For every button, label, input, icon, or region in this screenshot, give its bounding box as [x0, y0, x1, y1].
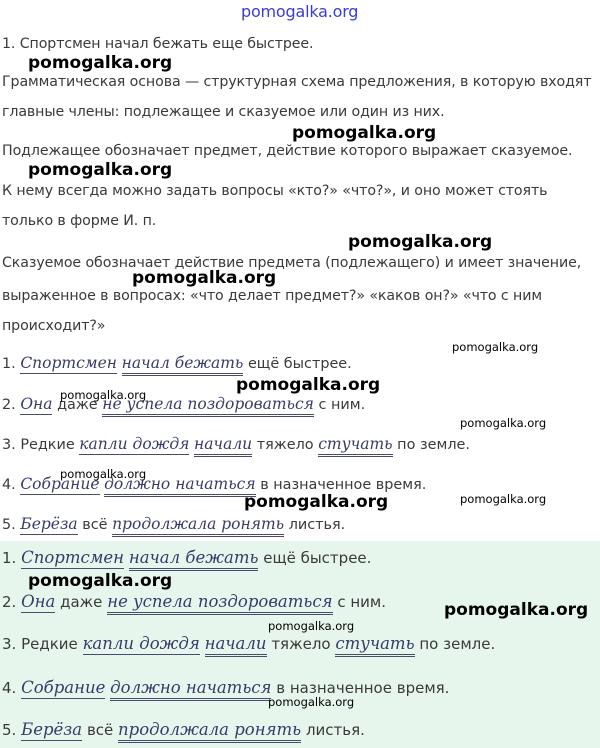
sentence-rest: в назначенное время.: [276, 679, 450, 697]
subject-word: капли дождя: [82, 634, 200, 653]
sentence-word: всё: [86, 721, 114, 739]
sentence-rest: с ним.: [337, 593, 386, 611]
watermark: pomogalka.org: [28, 571, 173, 591]
predicate-word: продолжала ронять: [118, 720, 301, 743]
watermark: pomogalka.org: [444, 600, 589, 620]
sentence-rest: с ним.: [318, 397, 366, 413]
subject-word: Спортсмен: [21, 548, 125, 567]
rule-line: Сказуемое обозначает действие предмета (подлежащего) и имеет значение,: [2, 255, 582, 271]
sentence-row: [2, 548, 371, 567]
watermark: pomogalka.org: [60, 467, 147, 481]
sentence-row: [2, 515, 345, 533]
subject-word: Собрание: [20, 475, 100, 493]
sentence-word: тяжело: [256, 437, 314, 453]
watermark: pomogalka.org: [348, 232, 493, 252]
predicate-word: должно начаться: [110, 678, 271, 701]
predicate-word: должно начаться: [104, 475, 256, 497]
sentence-rest: в назначенное время.: [260, 477, 427, 493]
sentence-number: 2.: [2, 397, 16, 413]
predicate-word: продолжала ронять: [112, 515, 284, 537]
subject-word: Спортсмен: [20, 354, 118, 372]
sentence-number: 4.: [2, 477, 16, 493]
watermark: pomogalka.org: [292, 123, 437, 143]
rule-line: только в форме И. п.: [2, 213, 157, 229]
sentence-row: [2, 354, 352, 372]
sentence-number: 1.: [2, 356, 16, 372]
sentence-number: 3.: [2, 635, 17, 653]
rule-line: Подлежащее обозначает предмет, действие которого выражает сказуемое.: [2, 143, 573, 159]
watermark: pomogalka.org: [28, 53, 173, 73]
sentence-row: [2, 678, 449, 697]
sentence-number: 2.: [2, 593, 17, 611]
rule-line: происходит?»: [2, 318, 106, 334]
watermark: pomogalka.org: [28, 160, 173, 180]
predicate-word: начал бежать: [122, 354, 244, 376]
subject-word: Берёза: [20, 515, 78, 533]
sentence-rest: листья.: [288, 517, 346, 533]
sentence-word: даже: [60, 593, 103, 611]
sentence-number: 3.: [2, 437, 16, 453]
sentence-number: 5.: [2, 517, 16, 533]
sentence-rest: листья.: [305, 721, 365, 739]
sentence-word: всё: [82, 517, 108, 533]
sentence-rest: ещё быстрее.: [263, 549, 372, 567]
watermark: pomogalka.org: [268, 695, 355, 709]
predicate-word: стучать: [318, 435, 392, 457]
sentence-row: [2, 395, 365, 413]
sentence-rest: по земле.: [397, 437, 470, 453]
sentence-row: [2, 634, 495, 653]
watermark: pomogalka.org: [452, 340, 539, 354]
watermark: pomogalka.org: [236, 375, 381, 395]
sentence-word: даже: [57, 397, 98, 413]
watermark: pomogalka.org: [132, 268, 277, 288]
predicate-word: не успела поздороваться: [102, 395, 314, 417]
predicate-word: начал бежать: [129, 548, 259, 571]
subject-word: Она: [20, 395, 53, 413]
sentence-word: Редкие: [20, 437, 75, 453]
watermark: pomogalka.org: [268, 619, 355, 633]
sentence-rest: ещё быстрее.: [247, 356, 352, 372]
rule-line: Грамматическая основа — структурная схема предложения, в которую входят: [2, 74, 592, 90]
sentence-word: Редкие: [21, 635, 78, 653]
top-watermark: pomogalka.org: [241, 2, 359, 21]
sentence-row: [2, 435, 470, 453]
sentence-row: [2, 592, 386, 611]
task-heading: 1. Спортсмен начал бежать еще быстрее.: [2, 36, 314, 52]
sentence-number: 4.: [2, 679, 17, 697]
subject-word: капли дождя: [79, 435, 190, 453]
sentence-number: 5.: [2, 721, 17, 739]
watermark: pomogalka.org: [460, 492, 547, 506]
rule-line: главные члены: подлежащее и сказуемое или один из них.: [2, 104, 445, 120]
subject-word: Собрание: [21, 678, 106, 697]
sentence-row: [2, 720, 365, 739]
predicate-word: начали: [194, 435, 252, 457]
predicate-word: не успела поздороваться: [107, 592, 332, 615]
predicate-word: начали: [205, 634, 267, 657]
rule-line: выраженное в вопросах: «что делает предмет?» «каков он?» «что с ним: [2, 288, 542, 304]
subject-word: Она: [21, 592, 56, 611]
predicate-word: стучать: [335, 634, 414, 657]
subject-word: Берёза: [21, 720, 83, 739]
watermark: pomogalka.org: [60, 388, 147, 402]
rule-line: К нему всегда можно задать вопросы «кто?» «что?», и оно может стоять: [2, 183, 548, 199]
watermark: pomogalka.org: [460, 416, 547, 430]
sentence-rest: по земле.: [419, 635, 496, 653]
sentence-number: 1.: [2, 549, 17, 567]
sentence-word: тяжело: [271, 635, 331, 653]
watermark: pomogalka.org: [244, 492, 389, 512]
